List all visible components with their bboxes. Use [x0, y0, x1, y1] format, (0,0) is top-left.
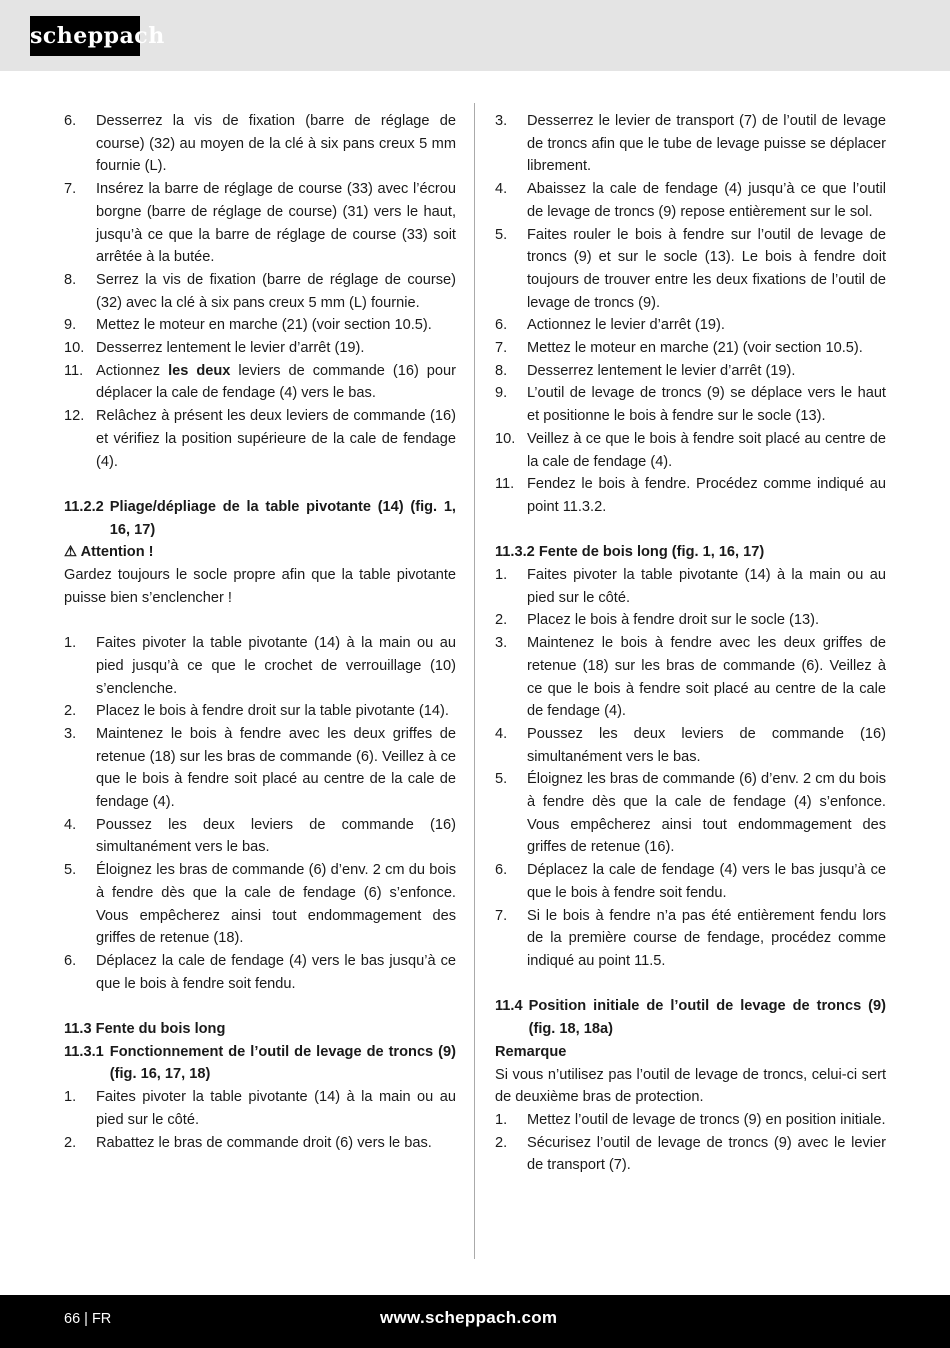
item-number: 2.	[495, 612, 508, 629]
item-text: Desserrez lentement le levier d’arrêt (19).	[96, 340, 365, 357]
list-item	[495, 564, 886, 609]
heading-text: Position initiale de l’outil de levage de troncs (9) (fig. 18, 18a)	[528, 998, 886, 1038]
list-item	[64, 405, 456, 473]
item-number: 1.	[64, 1089, 77, 1106]
list-item	[495, 1132, 886, 1177]
item-text: Desserrez la vis de fixation (barre de réglage de course) (32) au moyen de la clé à six pans creux 5 mm fournie (L).	[96, 113, 456, 175]
item-number: 1.	[64, 635, 77, 652]
item-text: Déplacez la cale de fendage (4) vers le bas jusqu’à ce que le bois à fendre soit fendu.	[527, 862, 886, 901]
list-item	[64, 269, 456, 314]
list-item	[64, 700, 456, 723]
item-text: Faites pivoter la table pivotante (14) à la main ou au pied sur le côté.	[96, 1089, 456, 1128]
item-number: 6.	[495, 317, 508, 334]
item-text: Actionnez le levier d’arrêt (19).	[527, 317, 725, 334]
heading-number: 11.3.1	[64, 1043, 104, 1060]
section-heading-11-4	[495, 995, 886, 1040]
heading-number: 11.2.2	[64, 498, 104, 515]
item-text-part: leviers de commande (16) pour déplacer la cale de fendage (4) vers le bas.	[96, 362, 456, 402]
list-item	[495, 632, 886, 723]
item-number: 4.	[64, 816, 77, 833]
item-text-part: Actionnez	[96, 362, 169, 379]
list-item	[64, 337, 456, 360]
section-heading-11-3-2: 11.3.2 Fente de bois long (fig. 1, 16, 17)	[495, 544, 765, 561]
item-text: Sécurisez l’outil de levage de troncs (9) avec le levier de transport (7).	[527, 1134, 886, 1174]
item-number: 2.	[64, 1134, 77, 1151]
item-number: 5.	[495, 226, 508, 243]
list-item	[495, 1109, 886, 1132]
item-text: Maintenez le bois à fendre avec les deux griffes de retenue (18) sur les bras de commande (6). Veillez à ce que le bois à fendre soit placé au centre de la cale de fendage (4).	[96, 725, 456, 811]
item-number: 10.	[495, 430, 516, 447]
item-number: 5.	[64, 862, 77, 879]
item-number: 8.	[495, 362, 508, 379]
heading-text: Fonctionnement de l’outil de levage de troncs (9) (fig. 16, 17, 18)	[109, 1043, 456, 1083]
list-item	[64, 950, 456, 995]
list-item	[495, 382, 886, 427]
item-text: Faites pivoter la table pivotante (14) à la main ou au pied sur le côté.	[527, 567, 886, 606]
list-item	[495, 768, 886, 859]
item-number: 3.	[495, 113, 508, 129]
heading-text: Pliage/dépliage de la table pivotante (14) (fig. 1, 16, 17)	[109, 498, 456, 538]
list-item	[495, 337, 886, 360]
page-number: 66 | FR	[64, 1311, 112, 1327]
item-text: L’outil de levage de troncs (9) se déplace vers le haut et positionne le bois à fendre sur le socle (13).	[527, 385, 886, 425]
item-text: Veillez à ce que le bois à fendre soit placé au centre de la cale de fendage (4).	[527, 430, 886, 470]
item-number: 9.	[64, 317, 77, 334]
item-number: 9.	[495, 385, 508, 402]
list-item	[64, 360, 456, 405]
item-text: Faites pivoter la table pivotante (14) à la main ou au pied jusqu’à ce que le crochet de verrouillage (10) s’enclenche.	[96, 635, 456, 697]
list-item	[495, 473, 886, 518]
item-text: Si le bois à fendre n’a pas été entièrement fendu lors de la première course de fendage, procédez comme indiqué au point 11.5.	[527, 907, 886, 969]
list-item	[495, 360, 886, 383]
list-item	[495, 224, 886, 315]
column-divider	[474, 103, 475, 1259]
item-number: 6.	[64, 113, 77, 129]
item-text: Desserrez lentement le levier d’arrêt (19).	[527, 362, 796, 379]
remarque-text: Si vous n’utilisez pas l’outil de levage de troncs, celui-ci sert de deuxième bras de protection.	[495, 1066, 886, 1106]
item-text: Placez le bois à fendre droit sur le socle (13).	[527, 612, 820, 629]
page-footer	[0, 1295, 950, 1348]
item-text: Placez le bois à fendre droit sur la table pivotante (14).	[96, 703, 449, 720]
item-number: 10.	[64, 340, 85, 357]
section-heading-11-2-2	[64, 496, 456, 541]
item-text: Serrez la vis de fixation (barre de réglage de course) (32) avec la clé à six pans creux 5 mm (L) fournie.	[96, 271, 456, 311]
section-heading-11-3-1	[64, 1041, 456, 1086]
item-text: Poussez les deux leviers de commande (16) simultanément vers le bas.	[527, 725, 886, 765]
item-number: 6.	[495, 862, 508, 879]
item-number: 3.	[64, 725, 77, 742]
item-number: 7.	[495, 340, 508, 357]
item-text: Maintenez le bois à fendre avec les deux griffes de retenue (18) sur les bras de commande (6). Veillez à ce que le bois à fendre soit placé au centre de la cale de fendage (4).	[527, 635, 886, 720]
heading-number: 11.4	[495, 998, 523, 1015]
website-url: www.scheppach.com	[380, 1308, 558, 1327]
item-number: 2.	[64, 703, 77, 720]
brand-logo: scheppach	[30, 16, 140, 56]
item-text: Mettez l’outil de levage de troncs (9) en position initiale.	[527, 1111, 886, 1128]
item-number: 7.	[64, 181, 77, 198]
list-item	[64, 314, 456, 337]
item-number: 1.	[495, 1111, 508, 1128]
list-item	[64, 814, 456, 859]
list-item	[495, 609, 886, 632]
item-text: Faites rouler le bois à fendre sur l’outil de levage de troncs (9) et sur le socle (13). Le bois à fendre doit toujours de trouver entre les deux fixations de l’outil de levage de troncs (9).	[527, 226, 886, 311]
list-item	[64, 632, 456, 700]
item-number: 3.	[495, 635, 508, 652]
item-number: 4.	[495, 725, 508, 742]
item-text-bold: les deux	[168, 362, 231, 379]
list-item	[64, 859, 456, 950]
item-text: Fendez le bois à fendre. Procédez comme indiqué au point 11.3.2.	[527, 476, 886, 515]
list-item	[495, 314, 886, 337]
item-text: Rabattez le bras de commande droit (6) vers le bas.	[96, 1134, 432, 1151]
section-heading-11-3: 11.3 Fente du bois long	[64, 1021, 226, 1038]
list-item	[495, 723, 886, 768]
item-number: 2.	[495, 1134, 508, 1151]
item-text: Déplacez la cale de fendage (4) vers le bas jusqu’à ce que le bois à fendre soit fendu.	[96, 952, 456, 992]
list-item	[495, 110, 886, 178]
attention-label: ⚠ Attention !	[64, 544, 154, 561]
page-header	[0, 0, 950, 71]
item-number: 1.	[495, 567, 508, 584]
item-number: 8.	[64, 271, 77, 288]
item-text: Éloignez les bras de commande (6) d’env. 2 cm du bois à fendre dès que la cale de fendage (6) s’enfonce. Vous empêcherez ainsi tout endommagement des griffes de retenue (18).	[96, 862, 456, 947]
item-number: 7.	[495, 907, 508, 924]
remarque-label: Remarque	[495, 1043, 567, 1060]
item-number: 12.	[64, 408, 85, 425]
list-item	[495, 859, 886, 904]
list-item	[495, 428, 886, 473]
item-text: Mettez le moteur en marche (21) (voir section 10.5).	[527, 340, 863, 357]
item-number: 11.	[495, 476, 515, 493]
list-item	[64, 1132, 456, 1155]
attention-text: Gardez toujours le socle propre afin que la table pivotante puisse bien s’enclencher !	[64, 567, 456, 606]
item-number: 11.	[64, 362, 84, 379]
item-number: 4.	[495, 181, 508, 198]
item-number: 6.	[64, 952, 77, 969]
item-text	[96, 360, 456, 405]
list-item	[64, 178, 456, 269]
item-number: 5.	[495, 771, 508, 788]
list-item	[64, 723, 456, 814]
item-text: Insérez la barre de réglage de course (33) avec l’écrou borgne (barre de réglage de course) (31) vers le haut, jusqu’à ce que la barre de réglage de course (33) soit arrêtée à la butée.	[96, 181, 456, 266]
list-item	[495, 905, 886, 973]
item-text: Relâchez à présent les deux leviers de commande (16) et vérifiez la position supérieure de la cale de fendage (4).	[96, 408, 456, 470]
right-column	[495, 110, 886, 1177]
list-item	[64, 1086, 456, 1131]
item-text: Abaissez la cale de fendage (4) jusqu’à ce que l’outil de levage de troncs (9) repose entièrement sur le sol.	[527, 181, 886, 220]
item-text: Desserrez le levier de transport (7) de l’outil de levage de troncs afin que le tube de levage puisse se déplacer librement.	[527, 113, 886, 175]
item-text: Mettez le moteur en marche (21) (voir section 10.5).	[96, 317, 432, 334]
list-item	[495, 178, 886, 223]
item-text: Poussez les deux leviers de commande (16) simultanément vers le bas.	[96, 816, 456, 856]
list-item	[64, 110, 456, 178]
left-column	[64, 110, 456, 1154]
item-text: Éloignez les bras de commande (6) d’env. 2 cm du bois à fendre dès que la cale de fendage (4) s’enfonce. Vous empêcherez ainsi tout endommagement des griffes de retenue (16).	[527, 771, 886, 856]
